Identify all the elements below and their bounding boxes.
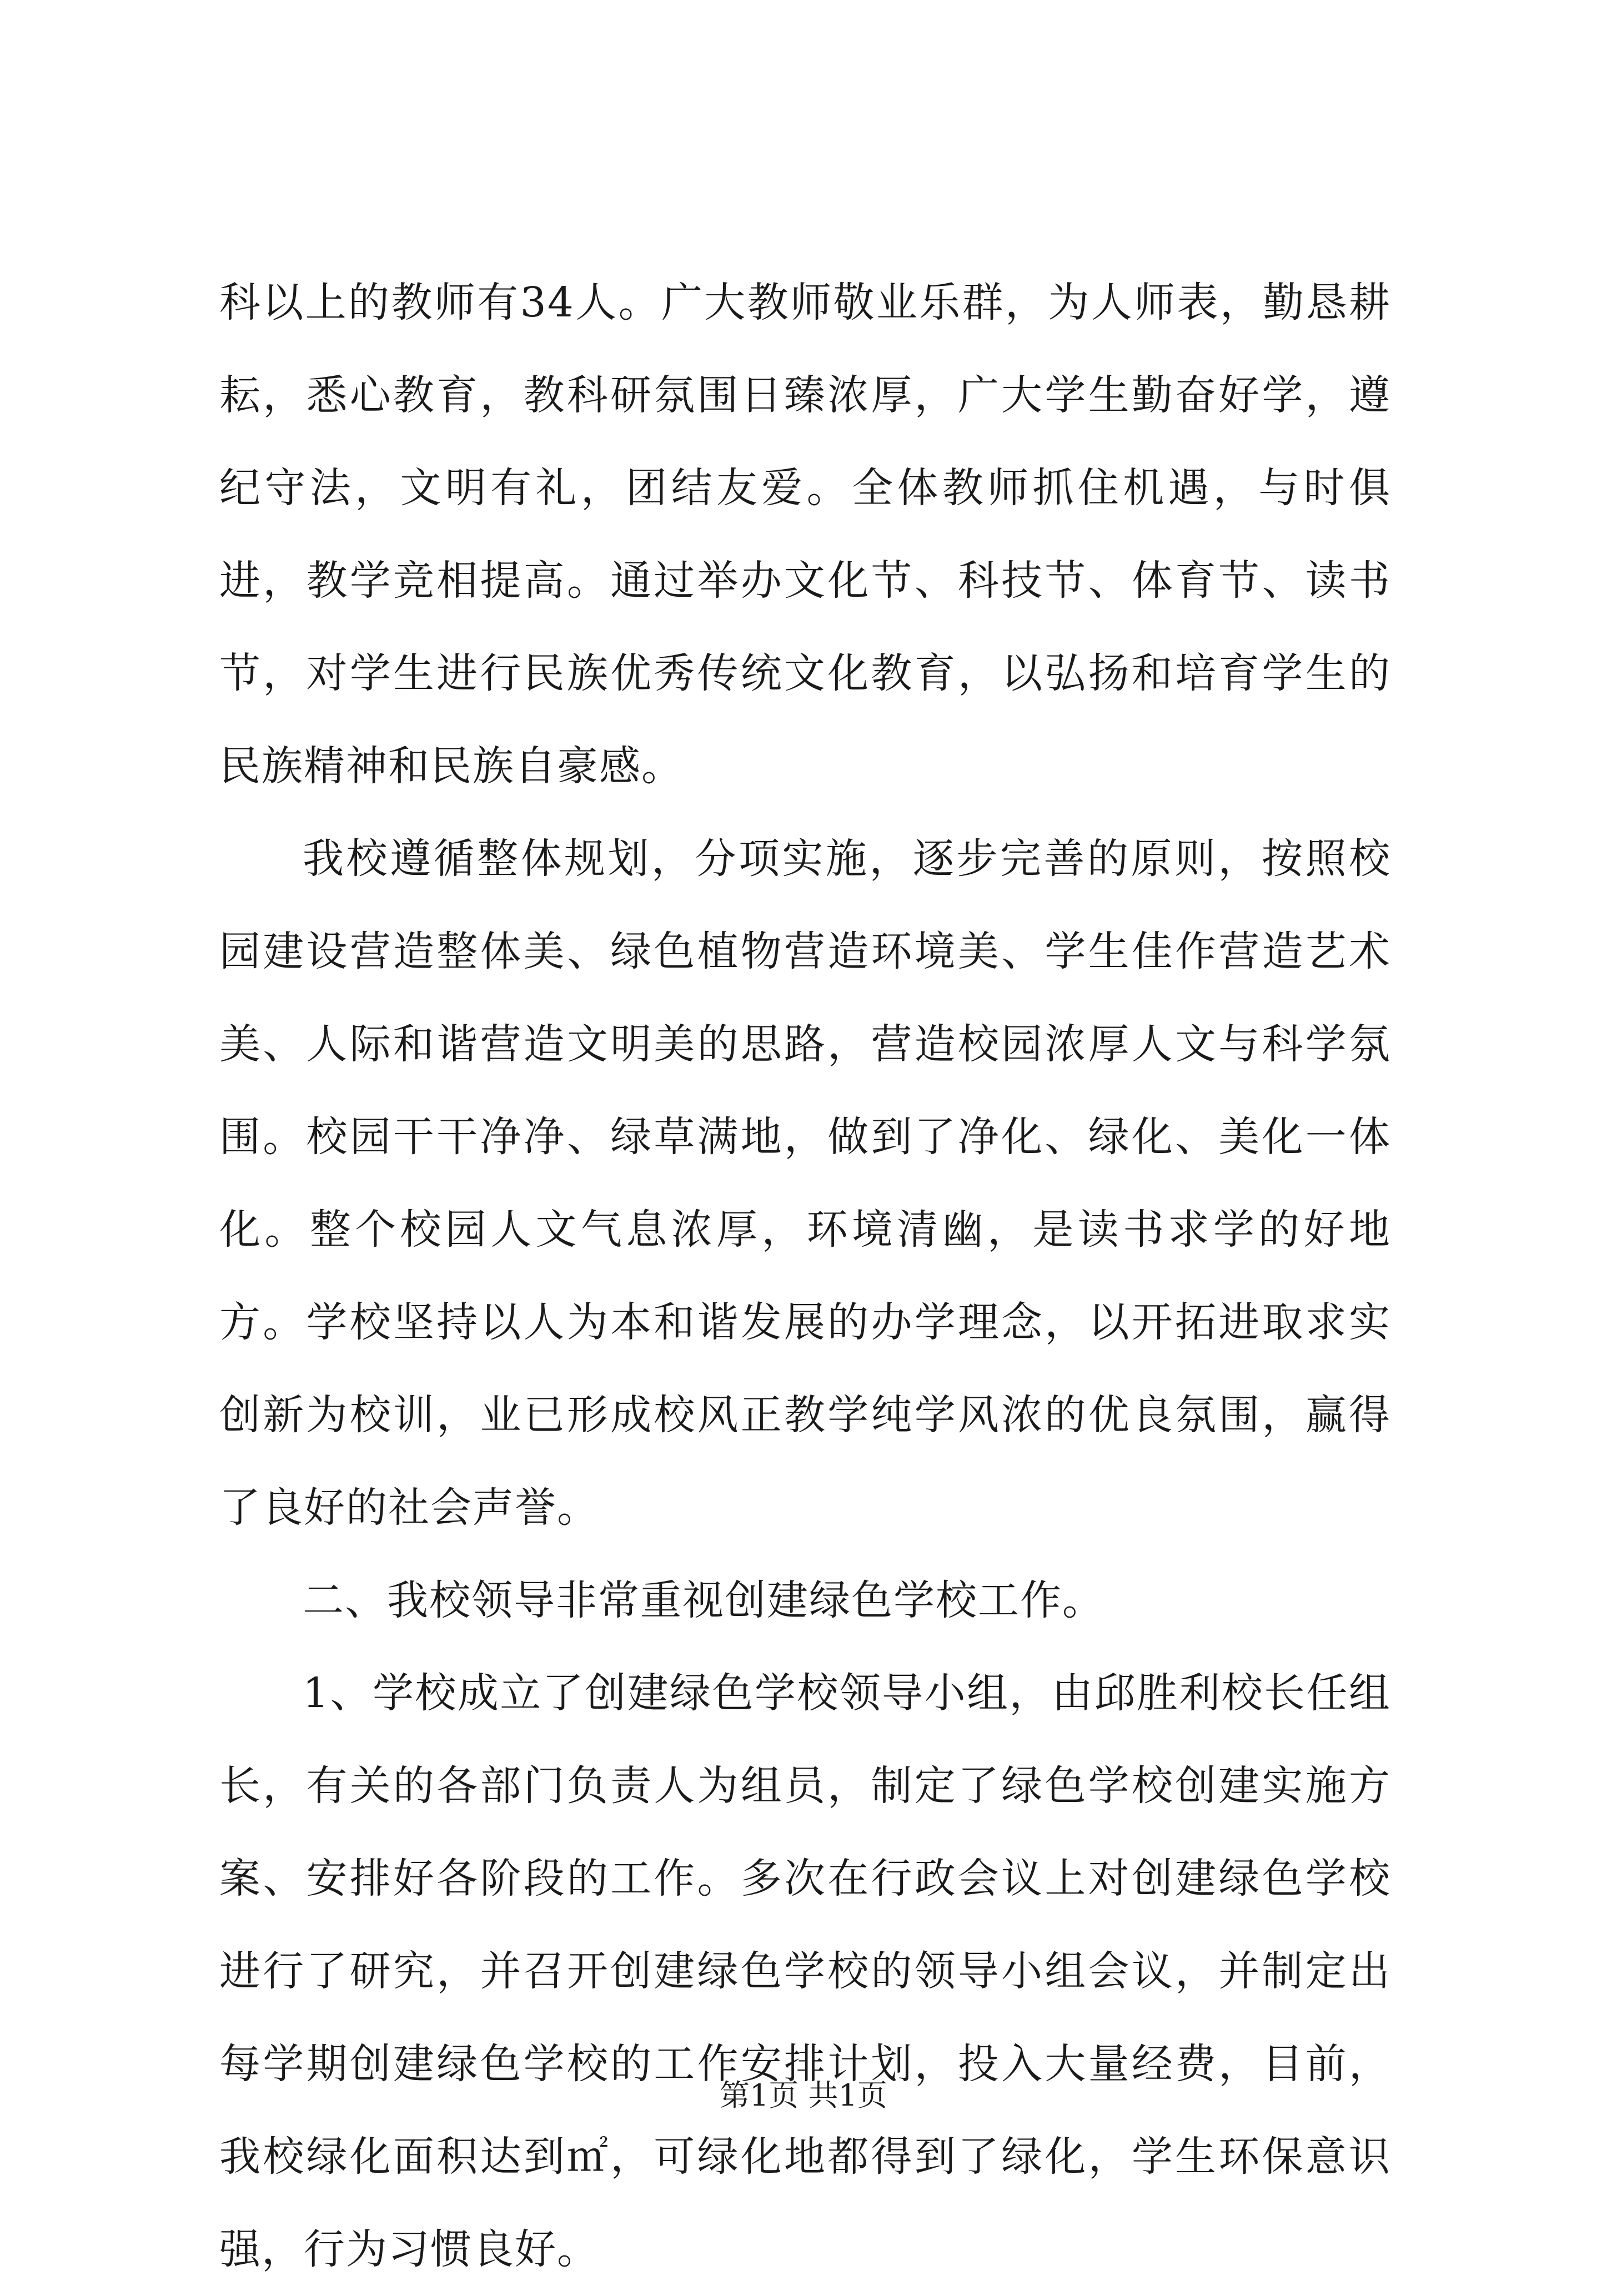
document-body: [219, 256, 1391, 2296]
section-heading-leadership: 二、我校领导非常重视创建绿色学校工作。: [303, 1577, 1104, 1624]
page-number-footer: 第1页 共1页: [720, 2078, 887, 2113]
paragraph-continued: 科以上的教师有34人。广大教师敬业乐群，为人师表，勤恳耕耘，悉心教育，教科研氛围日臻浓厚，广大学生勤奋好学，遵纪守法，文明有礼，团结友爱。全体教师抓住机遇，与时俱进，教学竞相提高。通过举办文化节、科技节、体育节、读书节，对学生进行民族优秀传统文化教育，以弘扬和培育学生的民族精神和民族自豪感。: [219, 279, 1391, 790]
paragraph-leadership-group: 1、学校成立了创建绿色学校领导小组，由邱胜利校长任组长，有关的各部门负责人为组员，制定了绿色学校创建实施方案、安排好各阶段的工作。多次在行政会议上对创建绿色学校进行了研究，并召开创建绿色学校的领导小组会议，并制定出每学期创建绿色学校的工作安排计划，投入大量经费，目前，我校绿化面积达到㎡，可绿化地都得到了绿化，学生环保意识强，行为习惯良好。: [219, 1669, 1391, 2273]
paragraph-campus-environment: 我校遵循整体规划，分项实施，逐步完善的原则，按照校园建设营造整体美、绿色植物营造环境美、学生佳作营造艺术美、人际和谐营造文明美的思路，营造校园浓厚人文与科学氛围。校园干干净净、绿草满地，做到了净化、绿化、美化一体化。整个校园人文气息浓厚，环境清幽，是读书求学的好地方。学校坚持以人为本和谐发展的办学理念，以开拓进取求实创新为校训，业已形成校风正教学纯学风浓的优良氛围，赢得了良好的社会声誉。: [219, 835, 1391, 1532]
